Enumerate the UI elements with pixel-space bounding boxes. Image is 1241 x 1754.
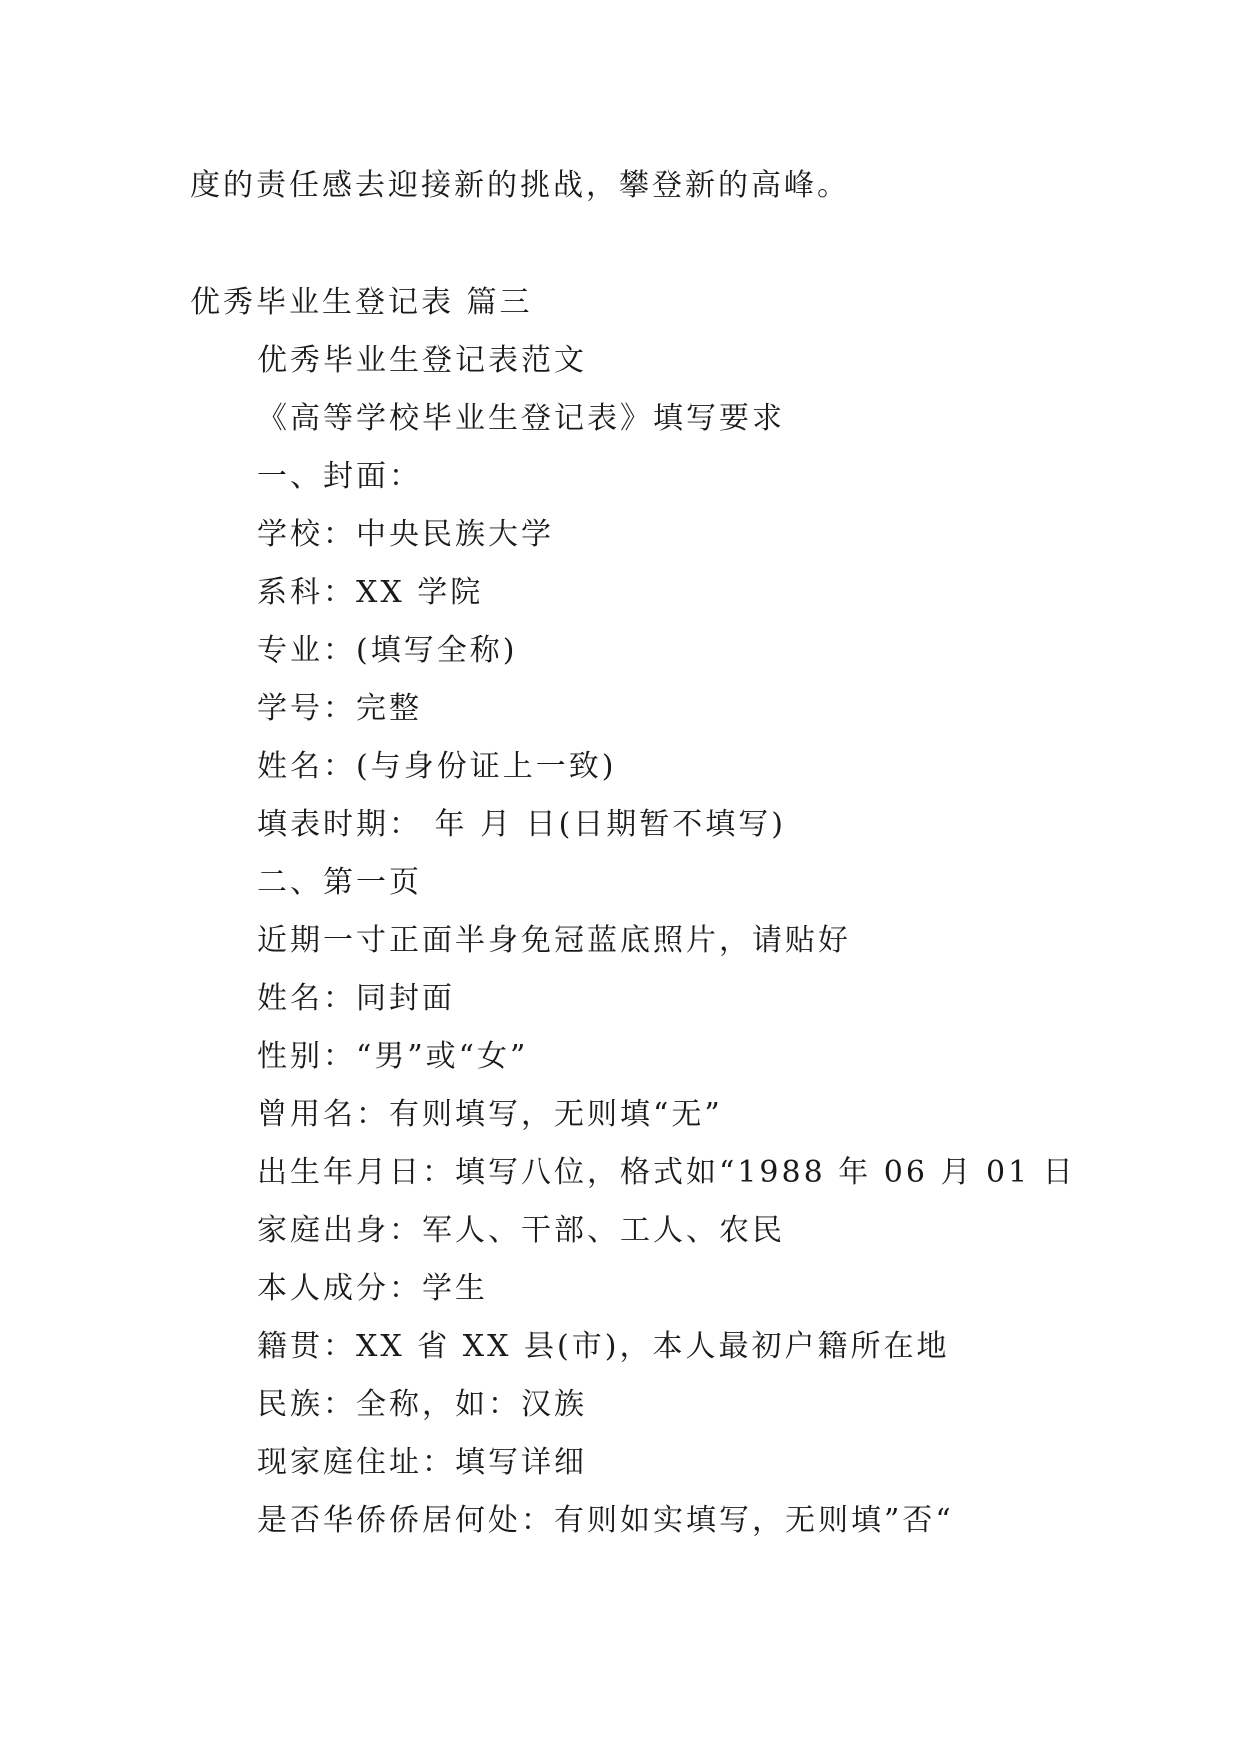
field-overseas-chinese: 是否华侨侨居何处：有则如实填写，无则填”否“ bbox=[257, 1503, 954, 1538]
field-student-id: 学号：完整 bbox=[257, 691, 422, 726]
cover-heading: 一、封面： bbox=[257, 459, 422, 494]
field-birthdate: 出生年月日：填写八位，格式如“1988 年 06 月 01 日 bbox=[257, 1155, 1076, 1190]
section-heading: 优秀毕业生登记表 篇三 bbox=[190, 285, 533, 320]
field-department: 系科：XX 学院 bbox=[257, 575, 484, 610]
field-ethnicity: 民族：全称，如：汉族 bbox=[257, 1387, 587, 1422]
field-home-address: 现家庭住址：填写详细 bbox=[257, 1445, 587, 1480]
field-gender: 性别：“男”或“女” bbox=[257, 1039, 529, 1074]
field-photo: 近期一寸正面半身免冠蓝底照片，请贴好 bbox=[257, 923, 851, 958]
field-name-page1: 姓名：同封面 bbox=[257, 981, 455, 1016]
field-major: 专业：(填写全称) bbox=[257, 633, 518, 668]
lead-line: 度的责任感去迎接新的挑战，攀登新的高峰。 bbox=[190, 168, 850, 203]
doc-title: 优秀毕业生登记表范文 bbox=[257, 343, 587, 378]
field-school: 学校：中央民族大学 bbox=[257, 517, 554, 552]
field-native-place: 籍贯：XX 省 XX 县(市)，本人最初户籍所在地 bbox=[257, 1329, 950, 1364]
field-fill-date: 填表时期： 年 月 日(日期暂不填写) bbox=[257, 807, 787, 842]
form-requirements-title: 《高等学校毕业生登记表》填写要求 bbox=[257, 401, 785, 436]
field-name: 姓名：(与身份证上一致) bbox=[257, 749, 617, 784]
field-family-background: 家庭出身：军人、干部、工人、农民 bbox=[257, 1213, 785, 1248]
page-one-heading: 二、第一页 bbox=[257, 865, 422, 900]
field-former-name: 曾用名：有则填写，无则填“无” bbox=[257, 1097, 723, 1132]
field-personal-status: 本人成分：学生 bbox=[257, 1271, 488, 1306]
